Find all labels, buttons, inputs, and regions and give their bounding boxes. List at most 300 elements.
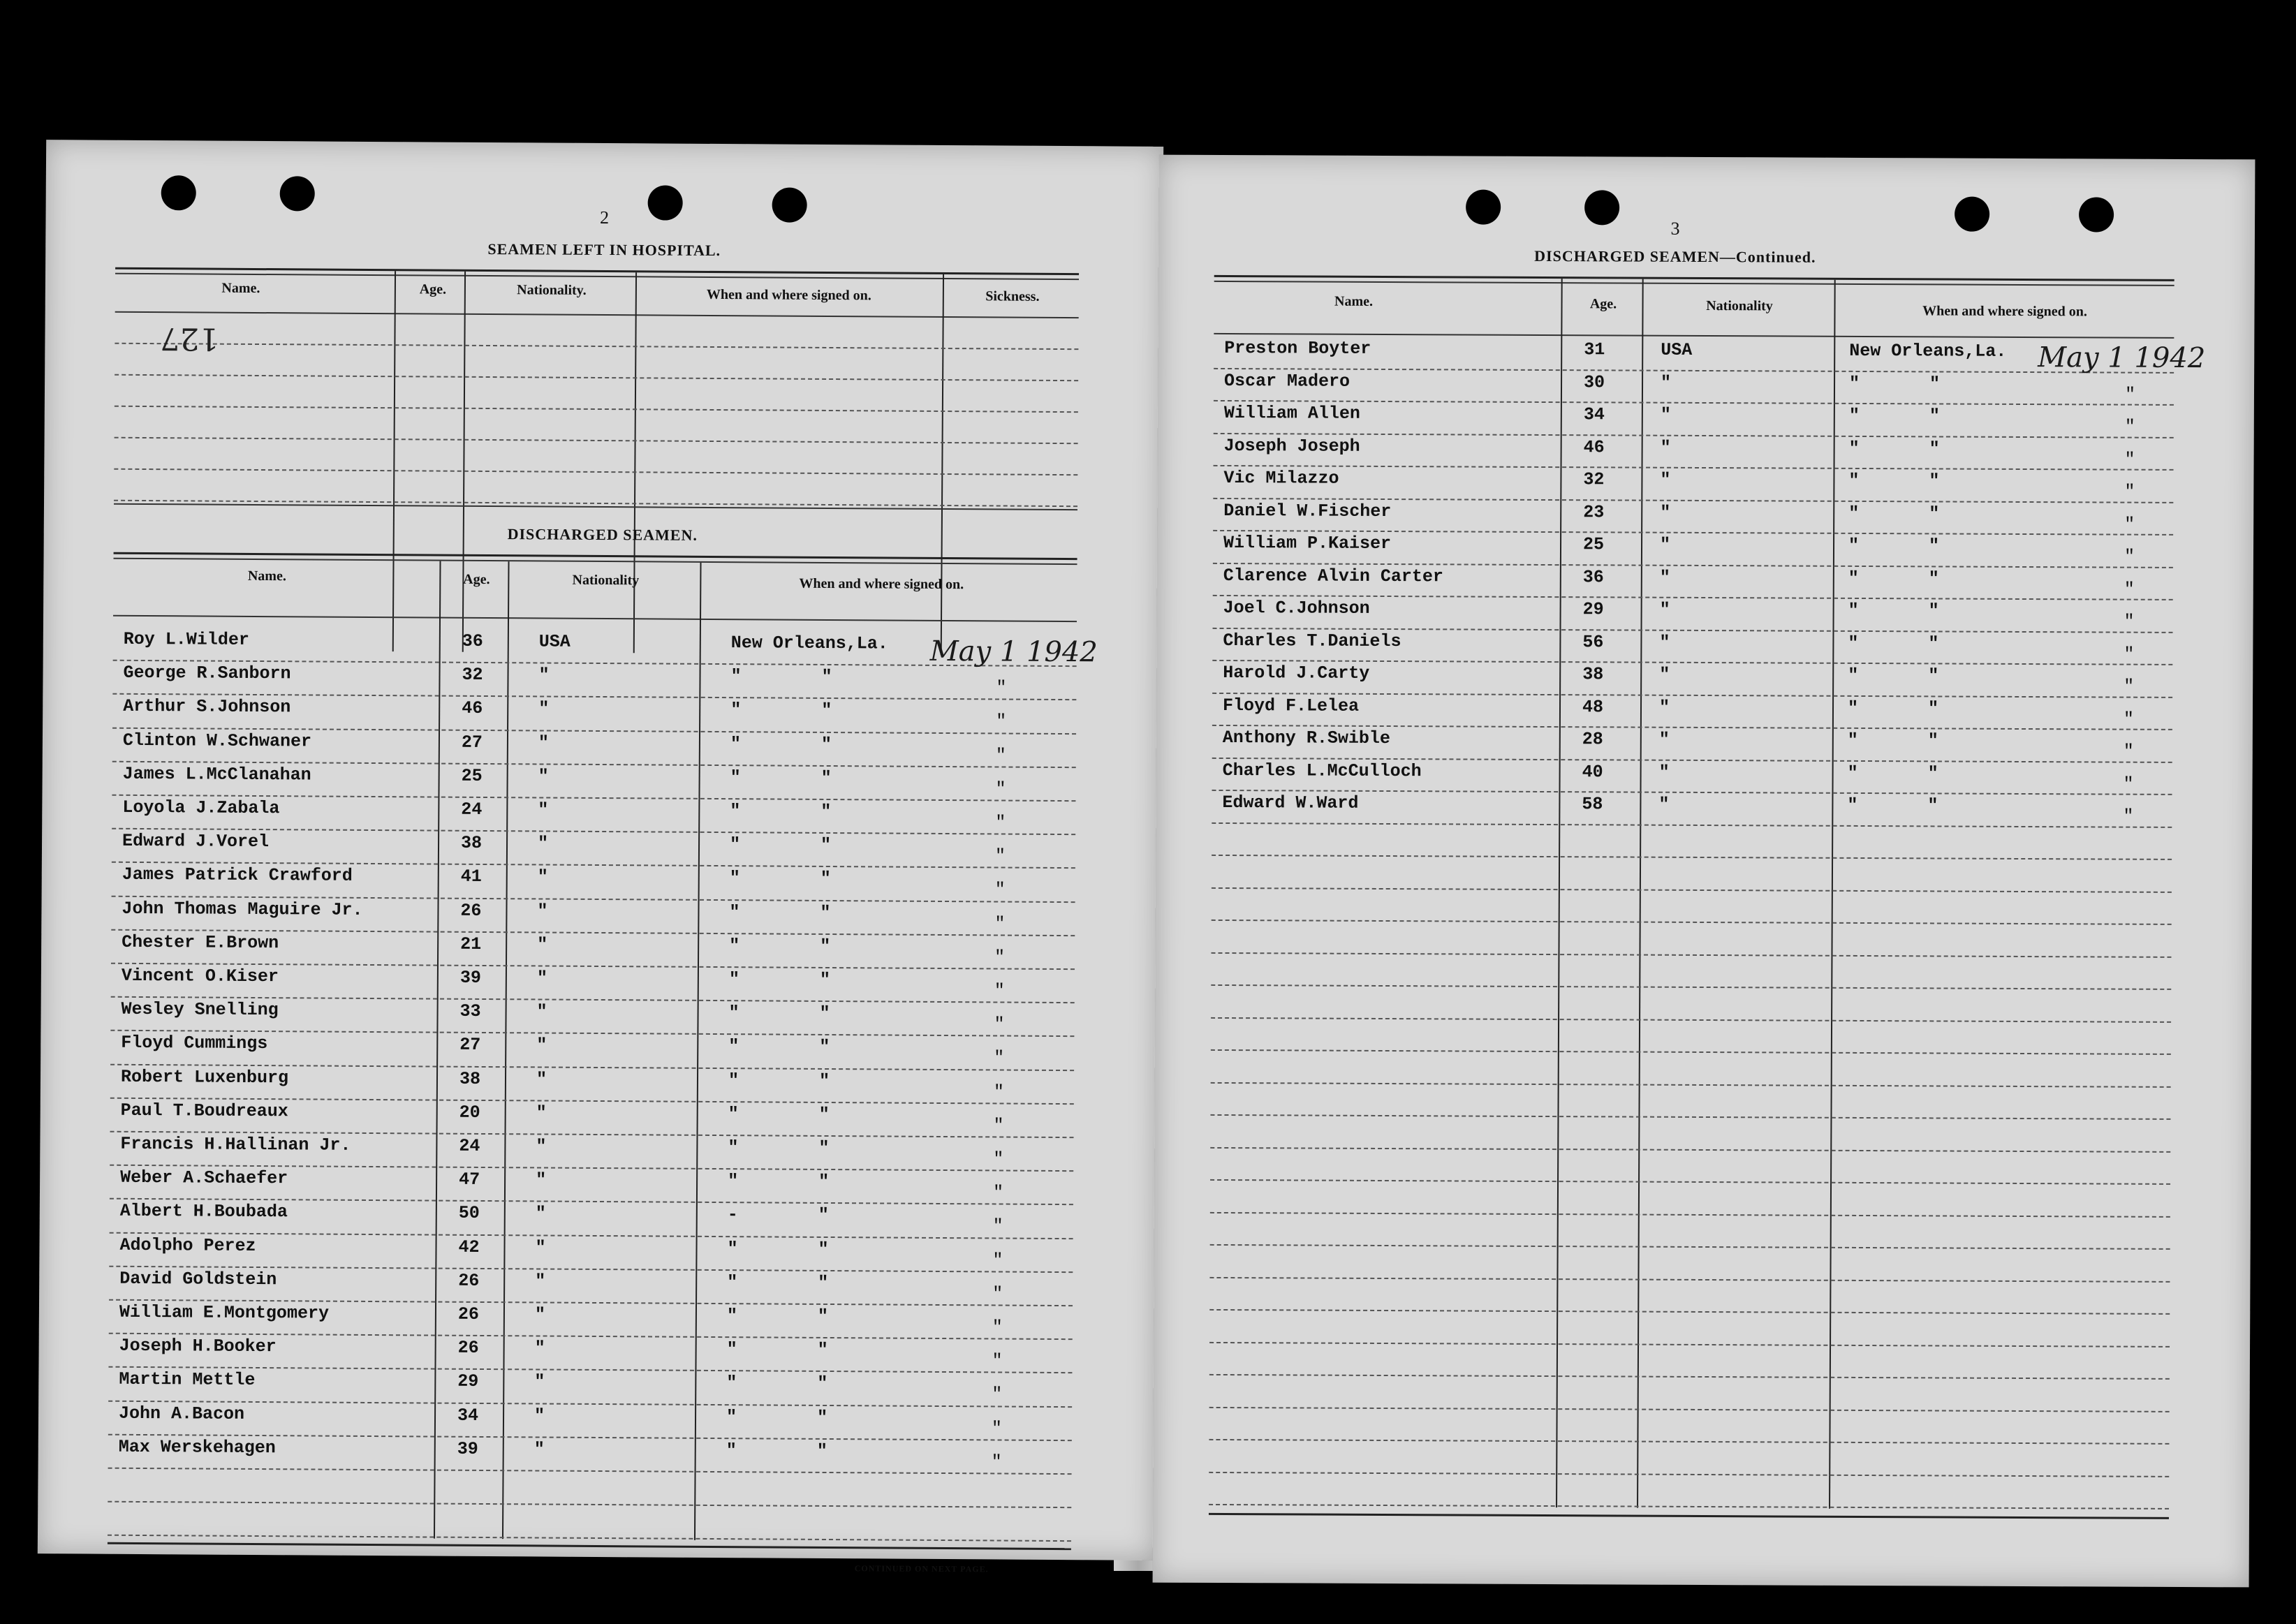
seaman-nationality: " <box>534 1304 546 1325</box>
seaman-name: Anthony R.Swible <box>1222 727 1390 749</box>
signed-on-ditto: " <box>820 936 831 957</box>
row-rule <box>1209 1471 2169 1477</box>
date-ditto-mark: " <box>2123 741 2134 762</box>
seaman-age: 31 <box>1584 339 1605 360</box>
punch-hole <box>1584 190 1619 225</box>
date-ditto-mark: " <box>993 1115 1004 1136</box>
date-ditto-mark: " <box>991 1418 1003 1439</box>
seaman-age: 26 <box>458 1270 480 1291</box>
signed-on-place: " <box>1848 633 1859 654</box>
dashed-rule <box>115 437 1078 444</box>
seaman-name: Arthur S.Johnson <box>123 696 291 718</box>
header-signed-on: When and where signed on. <box>1922 303 2087 320</box>
seaman-age: 47 <box>459 1169 480 1190</box>
seaman-age: 38 <box>460 832 483 854</box>
row-rule <box>1210 1114 2170 1120</box>
date-ditto-mark: " <box>2124 644 2135 665</box>
row-rule <box>1210 1244 2170 1250</box>
signed-on-ditto: " <box>821 667 832 688</box>
row-rule <box>1211 1082 2171 1087</box>
date-ditto-mark: " <box>2123 806 2134 827</box>
hospital-header-name: Name. <box>221 280 260 297</box>
discharged-continued-title: DISCHARGED SEAMEN—Continued. <box>1534 246 1816 266</box>
seaman-name: Oscar Madero <box>1223 370 1351 392</box>
row-rule <box>1212 887 2172 892</box>
seaman-age: 36 <box>1582 566 1604 587</box>
column-divider <box>434 561 441 1539</box>
date-ditto-mark: " <box>993 1082 1005 1102</box>
date-ditto-mark: " <box>2124 514 2135 535</box>
date-ditto-mark: " <box>992 1250 1003 1271</box>
seaman-name: Preston Boyter <box>1224 337 1371 359</box>
seaman-age: 50 <box>458 1203 480 1224</box>
signed-on-place: " <box>728 1171 739 1192</box>
column-divider <box>941 274 944 655</box>
seaman-nationality: " <box>538 732 550 753</box>
seaman-name: Edward J.Vorel <box>122 831 270 852</box>
row-rule <box>1214 465 2174 471</box>
punch-hole <box>1466 190 1501 225</box>
date-ditto-mark: " <box>2124 611 2135 632</box>
signed-on-place: " <box>726 1406 737 1427</box>
seaman-age: 24 <box>461 799 483 820</box>
signed-on-place: " <box>728 1103 739 1125</box>
seaman-age: 38 <box>459 1068 481 1089</box>
seaman-age: 46 <box>462 698 483 719</box>
seaman-nationality: " <box>1658 794 1670 815</box>
signed-on-place: - <box>727 1204 738 1225</box>
signed-on-ditto: " <box>817 1373 828 1394</box>
hospital-header-sickness: Sickness. <box>985 288 1040 304</box>
signed-on-ditto: " <box>1928 633 1939 654</box>
seaman-name: Martin Mettle <box>119 1369 256 1391</box>
handwritten-date: May 1 1942 <box>929 635 1098 669</box>
signed-on-ditto: " <box>1928 568 1939 589</box>
date-ditto-mark: " <box>992 1283 1003 1304</box>
date-ditto-mark: " <box>994 913 1006 934</box>
date-ditto-mark: " <box>2124 416 2135 437</box>
signed-on-place: " <box>1848 568 1859 589</box>
seaman-age: 36 <box>462 630 483 651</box>
date-ditto-mark: " <box>995 745 1006 766</box>
rule <box>1209 1513 2169 1519</box>
signed-on-place: " <box>726 1306 738 1327</box>
right-page <box>1153 155 2255 1588</box>
seaman-name: Charles T.Daniels <box>1223 630 1401 651</box>
seaman-age: 23 <box>1583 501 1605 522</box>
date-ditto-mark: " <box>2124 449 2135 470</box>
signed-on-place: " <box>1847 795 1858 815</box>
signed-on-place: " <box>726 1339 737 1360</box>
date-ditto-mark: " <box>996 677 1007 698</box>
signed-on-ditto: " <box>820 801 832 822</box>
signed-on-place: " <box>727 1271 738 1293</box>
row-rule <box>108 1400 1072 1407</box>
rule <box>113 615 1077 622</box>
date-ditto-mark: " <box>994 846 1006 866</box>
seaman-age: 26 <box>457 1337 479 1359</box>
date-ditto-mark: " <box>2124 676 2135 697</box>
date-ditto-mark: " <box>994 947 1006 968</box>
seaman-name: Charles L.McCulloch <box>1222 760 1422 781</box>
seaman-name: James L.McClanahan <box>122 763 311 785</box>
seaman-age: 27 <box>461 732 483 753</box>
seaman-nationality: " <box>1658 762 1670 783</box>
seaman-age: 40 <box>1582 761 1603 782</box>
signed-on-ditto: " <box>817 1340 828 1361</box>
signed-on-place: " <box>1848 373 1860 394</box>
seaman-nationality: " <box>536 1001 547 1022</box>
seaman-name: Floyd Cummings <box>121 1033 268 1054</box>
signed-on-ditto: " <box>816 1440 827 1461</box>
row-rule <box>108 1468 1072 1475</box>
date-ditto-mark: " <box>2124 384 2136 405</box>
seaman-nationality: " <box>537 901 548 922</box>
seaman-name: Paul T.Boudreaux <box>120 1100 288 1122</box>
signed-on-place: " <box>728 1070 739 1091</box>
seaman-age: 34 <box>457 1405 479 1426</box>
signed-on-place: " <box>728 1137 739 1158</box>
row-rule <box>1211 1017 2171 1022</box>
signed-on-ditto: " <box>819 1037 830 1058</box>
row-rule <box>1209 1276 2170 1282</box>
seaman-age: 48 <box>1582 696 1604 717</box>
seaman-age: 26 <box>460 900 482 921</box>
signed-on-place: " <box>1848 470 1860 491</box>
seaman-name: Francis H.Hallinan Jr. <box>120 1133 351 1156</box>
signed-on-place: " <box>730 801 741 822</box>
signed-on-place: " <box>1848 438 1860 459</box>
seaman-name: Edward W.Ward <box>1222 792 1359 813</box>
seaman-nationality: " <box>1659 534 1671 555</box>
signed-on-place: " <box>728 1003 739 1024</box>
signed-on-place: " <box>1848 503 1860 524</box>
date-ditto-mark: " <box>2124 481 2135 502</box>
signed-on-ditto: " <box>818 1172 830 1193</box>
signed-on-ditto: " <box>818 1239 829 1260</box>
seaman-name: Adolpho Perez <box>119 1234 256 1256</box>
signed-on-ditto: " <box>818 1272 829 1293</box>
seaman-name: Joel C.Johnson <box>1223 597 1370 619</box>
seaman-age: 28 <box>1582 729 1603 750</box>
seaman-age: 29 <box>457 1371 479 1392</box>
signed-on-ditto: " <box>1928 600 1939 621</box>
hospital-section-title: SEAMEN LEFT IN HOSPITAL. <box>487 239 721 260</box>
seaman-nationality: " <box>535 1271 546 1292</box>
signed-on-place: " <box>1848 665 1859 686</box>
seaman-name: Joseph H.Booker <box>119 1335 277 1357</box>
column-divider <box>1556 279 1563 1507</box>
signed-on-place: New Orleans,La. <box>1849 340 2007 362</box>
signed-on-ditto: " <box>816 1407 828 1428</box>
signed-on-place: " <box>729 868 740 889</box>
rule <box>1214 281 2174 286</box>
signed-on-ditto: " <box>820 767 832 788</box>
hospital-header-signed-on: When and where signed on. <box>706 286 871 304</box>
seaman-nationality: " <box>534 1371 545 1392</box>
signed-on-ditto: " <box>1929 503 1940 524</box>
row-rule <box>1211 952 2171 957</box>
seaman-name: Weber A.Schaefer <box>120 1167 288 1189</box>
signed-on-place: " <box>730 767 741 788</box>
signed-on-ditto: " <box>818 1137 830 1159</box>
seaman-age: 33 <box>459 1001 481 1022</box>
date-ditto-mark: " <box>992 1317 1003 1338</box>
rule <box>115 311 1079 318</box>
seaman-age: 46 <box>1583 436 1605 457</box>
column-divider <box>462 272 466 652</box>
seaman-nationality: " <box>538 766 549 787</box>
signed-on-place: " <box>726 1373 737 1394</box>
signed-on-ditto: " <box>1929 373 1941 394</box>
rule <box>108 1542 1071 1550</box>
left-page <box>38 140 1163 1574</box>
seaman-nationality: " <box>538 698 550 719</box>
signed-on-place: " <box>1847 697 1859 718</box>
seaman-age: 38 <box>1582 664 1604 685</box>
page-number: 3 <box>1670 218 1680 239</box>
signed-on-ditto: " <box>1927 730 1938 751</box>
signed-on-ditto: " <box>817 1306 829 1327</box>
seaman-name: William P.Kaiser <box>1223 532 1392 554</box>
signed-on-ditto: " <box>820 869 831 889</box>
seaman-nationality: " <box>536 968 547 989</box>
row-rule <box>1209 1341 2170 1347</box>
seaman-name: Wesley Snelling <box>121 998 279 1021</box>
signed-on-place: " <box>729 935 740 957</box>
date-ditto-mark: " <box>992 1384 1003 1405</box>
signed-on-place: " <box>726 1440 737 1461</box>
dashed-rule <box>115 406 1078 413</box>
column-divider <box>502 561 510 1539</box>
date-ditto-mark: " <box>994 1047 1005 1068</box>
date-ditto-mark: " <box>996 711 1007 732</box>
date-ditto-mark: " <box>991 1452 1002 1472</box>
seaman-age: 20 <box>459 1102 480 1123</box>
signed-on-ditto: " <box>818 1205 829 1226</box>
row-rule <box>1212 920 2172 925</box>
signed-on-ditto: " <box>1929 406 1940 427</box>
signed-on-place: New Orleans,La. <box>730 633 888 654</box>
date-ditto-mark: " <box>995 812 1006 833</box>
seaman-name: John Thomas Maguire Jr. <box>122 898 363 920</box>
seaman-nationality: USA <box>1661 339 1693 360</box>
row-rule <box>1211 984 2171 990</box>
date-ditto-mark: " <box>992 1182 1004 1203</box>
seaman-nationality: " <box>1659 567 1670 588</box>
signed-on-ditto: " <box>1927 762 1938 783</box>
discharged-section-title: DISCHARGED SEAMEN. <box>507 525 698 544</box>
seaman-name: Clarence Alvin Carter <box>1223 565 1443 586</box>
seaman-nationality: " <box>1659 664 1670 685</box>
signed-on-place: " <box>1848 535 1860 556</box>
signed-on-place: " <box>1848 405 1860 426</box>
seaman-nationality: " <box>1659 599 1670 620</box>
seaman-nationality: USA <box>538 631 571 652</box>
date-ditto-mark: " <box>2123 774 2134 795</box>
seaman-name: Loyola J.Zabala <box>122 797 280 819</box>
row-rule <box>1209 1439 2169 1445</box>
column-divider <box>392 271 396 651</box>
seaman-age: 27 <box>459 1035 481 1056</box>
seaman-nationality: " <box>1658 697 1670 718</box>
seaman-name: William Allen <box>1223 402 1360 424</box>
signed-on-ditto: " <box>818 1070 830 1091</box>
discharged-header-age: Age. <box>463 571 490 588</box>
seaman-nationality: " <box>536 1102 547 1123</box>
signed-on-ditto: " <box>1928 665 1939 686</box>
signed-on-place: " <box>729 834 741 855</box>
hospital-header-age: Age. <box>419 281 447 297</box>
signed-on-ditto: " <box>820 902 831 923</box>
row-rule <box>1210 1146 2170 1152</box>
seaman-name: Clinton W.Schwaner <box>122 730 312 752</box>
seaman-name: Floyd F.Lelea <box>1222 695 1360 716</box>
column-divider <box>694 563 702 1540</box>
signed-on-ditto: " <box>1929 438 1940 459</box>
seaman-name: Daniel W.Fischer <box>1223 500 1392 522</box>
seaman-nationality: " <box>1660 502 1671 523</box>
signed-on-ditto: " <box>819 1003 830 1024</box>
dashed-rule <box>114 468 1077 475</box>
seaman-name: David Goldstein <box>119 1268 277 1290</box>
row-rule <box>1212 822 2172 827</box>
signed-on-ditto: " <box>819 969 830 991</box>
seaman-age: 25 <box>1582 534 1605 555</box>
date-ditto-mark: " <box>994 980 1005 1001</box>
row-rule <box>1210 1211 2170 1217</box>
column-divider <box>633 272 637 653</box>
signed-on-ditto: " <box>820 734 832 755</box>
seaman-age: 42 <box>458 1237 480 1257</box>
seaman-nationality: " <box>1659 632 1670 653</box>
continued-footer: CONTINUED ON NEXT PAGE. <box>854 1563 989 1574</box>
column-divider <box>1829 280 1836 1509</box>
row-rule <box>1214 367 2174 373</box>
seaman-age: 56 <box>1582 631 1604 652</box>
seaman-nationality: " <box>537 934 548 955</box>
seaman-age: 58 <box>1582 794 1603 815</box>
seaman-age: 21 <box>460 933 482 954</box>
seaman-nationality: " <box>537 833 549 854</box>
punch-hole <box>772 187 807 222</box>
signed-on-place: " <box>730 733 742 754</box>
date-ditto-mark: " <box>994 879 1006 900</box>
header-name: Name. <box>1334 293 1374 309</box>
hospital-header-nationality: Nationality. <box>517 282 587 298</box>
date-ditto-mark: " <box>2124 579 2135 600</box>
row-rule <box>1209 1374 2170 1380</box>
punch-hole <box>2079 197 2114 232</box>
row-rule <box>1209 1504 2169 1509</box>
signed-on-place: " <box>728 969 739 990</box>
row-rule <box>108 1535 1071 1542</box>
seaman-name: Robert Luxenburg <box>120 1066 289 1088</box>
seaman-name: Albert H.Boubada <box>119 1201 288 1223</box>
date-ditto-mark: " <box>2123 709 2135 730</box>
row-rule <box>1209 1406 2170 1412</box>
seaman-age: 32 <box>462 664 483 686</box>
seaman-nationality: " <box>536 1169 547 1190</box>
seaman-name: John A.Bacon <box>118 1403 245 1424</box>
seaman-age: 26 <box>457 1304 480 1324</box>
signed-on-place: " <box>729 901 740 922</box>
discharged-header-nationality: Nationality <box>572 572 640 589</box>
header-nationality: Nationality <box>1706 298 1773 314</box>
seaman-age: 32 <box>1583 469 1605 490</box>
seaman-name: William E.Montgomery <box>119 1301 330 1324</box>
rule <box>1214 275 2174 281</box>
seaman-nationality: " <box>533 1439 545 1460</box>
row-rule <box>1209 1309 2170 1315</box>
seaman-age: 34 <box>1583 404 1605 425</box>
seaman-age: 24 <box>459 1135 480 1156</box>
seaman-nationality: " <box>536 1136 547 1157</box>
signed-on-ditto: " <box>1927 795 1938 816</box>
seaman-name: Roy L.Wilder <box>123 628 249 650</box>
seaman-nationality: " <box>537 866 548 887</box>
discharged-header-signed-on: When and where signed on. <box>799 575 964 593</box>
signed-on-ditto: " <box>1928 536 1940 556</box>
seaman-name: Vic Milazzo <box>1223 467 1339 489</box>
date-ditto-mark: " <box>995 778 1006 799</box>
signed-on-ditto: " <box>1929 471 1940 492</box>
signed-on-place: " <box>730 666 742 687</box>
seaman-name: Harold J.Carty <box>1223 662 1370 684</box>
date-ditto-mark: " <box>2124 546 2135 567</box>
row-rule <box>1211 1049 2171 1055</box>
seaman-name: James Patrick Crawford <box>122 864 353 887</box>
seaman-age: 29 <box>1582 599 1604 620</box>
seaman-name: George R.Sanborn <box>123 663 291 684</box>
punch-hole <box>280 176 315 211</box>
dashed-rule <box>115 343 1078 350</box>
seaman-nationality: " <box>538 799 549 820</box>
seaman-age: 39 <box>459 967 481 988</box>
signed-on-place: " <box>1847 762 1858 783</box>
signed-on-place: " <box>1847 730 1858 751</box>
date-ditto-mark: " <box>994 1014 1005 1035</box>
row-rule <box>108 1501 1071 1508</box>
signed-on-ditto: " <box>821 700 832 721</box>
punch-hole <box>1955 197 1989 232</box>
rule <box>1214 333 2174 339</box>
seaman-age: 39 <box>457 1438 478 1459</box>
seaman-nationality: " <box>536 1035 547 1056</box>
seaman-nationality: " <box>533 1405 545 1426</box>
seaman-name: Chester E.Brown <box>122 931 279 953</box>
dashed-rule <box>115 374 1078 381</box>
seaman-nationality: " <box>1660 437 1671 458</box>
seaman-nationality: " <box>534 1338 545 1359</box>
column-divider <box>1637 279 1644 1508</box>
signed-on-ditto: " <box>818 1104 830 1125</box>
seaman-nationality: " <box>1658 729 1670 750</box>
discharged-header-name: Name. <box>247 568 286 584</box>
seaman-age: 41 <box>460 866 482 887</box>
handwritten-date: May 1 1942 <box>2038 341 2206 375</box>
signed-on-place: " <box>1848 600 1859 621</box>
row-rule <box>1212 855 2172 860</box>
header-age: Age. <box>1589 296 1617 312</box>
seaman-age: 30 <box>1583 371 1605 392</box>
hospital-stamp-number: 127 <box>160 320 219 357</box>
date-ditto-mark: " <box>992 1216 1003 1237</box>
seaman-nationality: " <box>535 1237 546 1258</box>
seaman-name: Vincent O.Kiser <box>121 965 279 987</box>
seaman-nationality: " <box>538 665 550 686</box>
page-number: 2 <box>599 207 610 228</box>
